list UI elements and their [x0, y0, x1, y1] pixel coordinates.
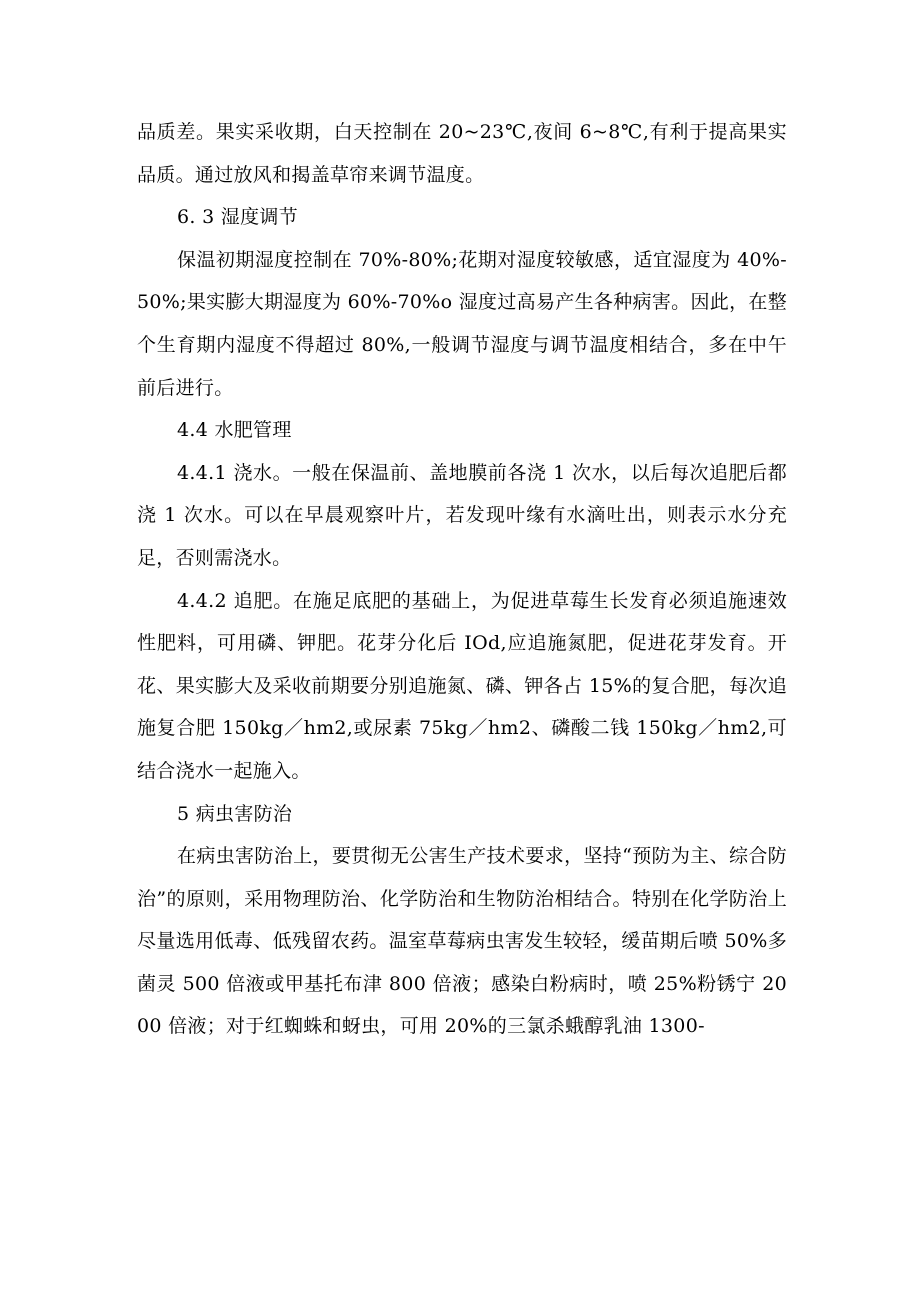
paragraph-pest-control: 在病虫害防治上，要贯彻无公害生产技术要求，坚持“预防为主、综合防治”的原则，采用物理防治、化学防治和生物防治相结合。特别在化学防治上尽量选用低毒、低残留农药。温室草莓病虫害发生较轻，缓苗期后喷 50%多菌灵 500 倍液或甲基托布津 800 倍液；感染白粉病时，喷 25%粉锈宁 2000 倍液；对于红蜘蛛和蚜虫，可用 20%的三氯杀蛾醇乳油 1300- [137, 845, 787, 1038]
document-body [137, 111, 787, 1048]
paragraph-fertilizing: 4.4.2 追肥。在施足底肥的基础上，为促进草莓生长发育必须追施速效性肥料，可用磷、钾肥。花芽分化后 IOd,应追施氮肥，促进花芽发育。开花、果实膨大及采收前期要分别追施氮、磷、钾各占 15%的复合肥，每次追施复合肥 150kg／hm2,或尿素 75kg／hm2、磷酸二钱 150kg／hm2,可结合浇水一起施入。 [137, 589, 787, 782]
heading-water-fertilizer: 4.4 水肥管理 [177, 419, 292, 442]
heading-pest-control: 5 病虫害防治 [177, 802, 293, 825]
paragraph-humidity: 保温初期湿度控制在 70%-80%;花期对湿度较敏感，适宜湿度为 40%-50%;果实膨大期湿度为 60%-70%o 湿度过高易产生各种病害。因此，在整个生育期内湿度不得超过 80%,一般调节湿度与调节温度相结合，多在中午前后进行。 [137, 248, 787, 399]
heading-humidity: 6. 3 湿度调节 [177, 206, 298, 229]
paragraph-watering: 4.4.1 浇水。一般在保温前、盖地膜前各浇 1 次水，以后每次追肥后都浇 1 次水。可以在早晨观察叶片，若发现叶缘有水滴吐出，则表示水分充足，否则需浇水。 [137, 461, 787, 569]
paragraph-temperature-end: 品质差。果实采收期，白天控制在 20~23℃,夜间 6~8℃,有利于提高果实品质。通过放风和揭盖草帘来调节温度。 [137, 121, 787, 186]
